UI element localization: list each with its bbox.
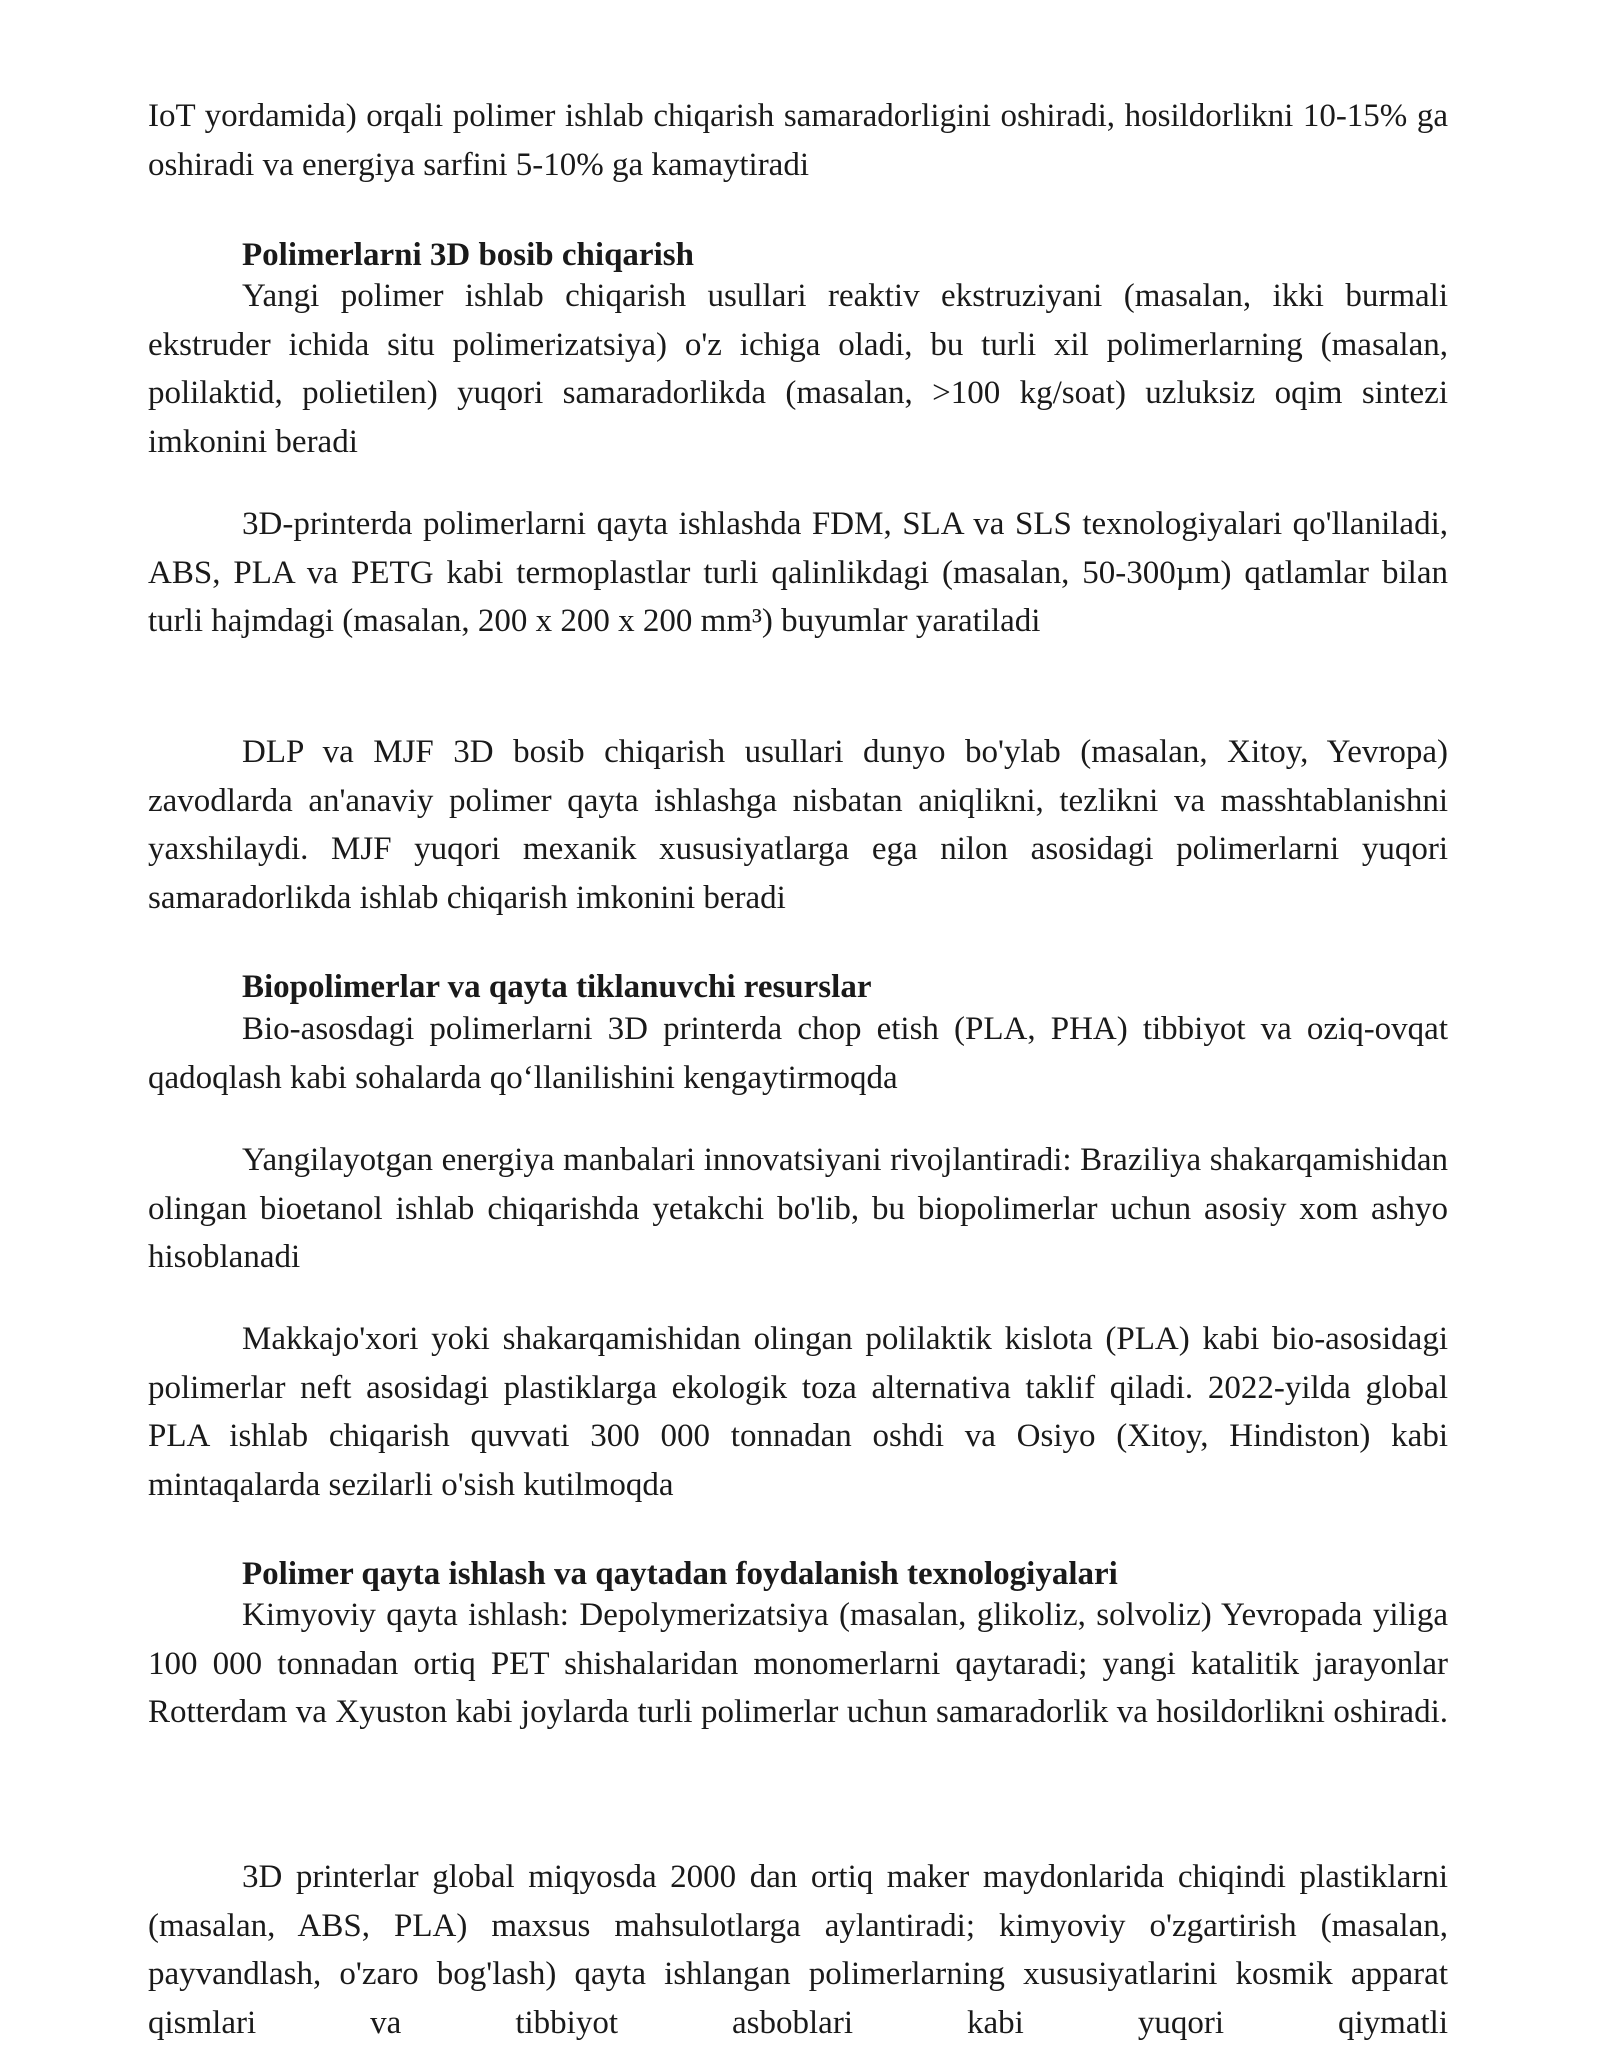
paragraph-chemical-recycling: Kimyoviy qayta ishlash: Depolymerizatsiya (masalan, glikoliz, solvoliz) Yevropada yiliga 100 000 tonnadan ortiq PET shishalaridan monomerlarni qaytaradi; yangi katalitik jarayonlar Rotterdam va Xyuston kabi joylarda turli polimerlar uchun samaradorlik va hosildorlikni oshiradi. [148, 1597, 1448, 1730]
paragraph-dlp-mjf: DLP va MJF 3D bosib chiqarish usullari dunyo bo'ylab (masalan, Xitoy, Yevropa) zavodlarda an'anaviy polimer qayta ishlashga nisbatan aniqlikni, tezlikni va masshtablanishni yaxshilaydi. MJF yuqori mexanik xususiyatlarga ega nilon asosidagi polimerlarni yuqori samaradorlikda ishlab chiqarish imkonini beradi [148, 734, 1448, 916]
paragraph-bio-based-3d-printing: Bio-asosdagi polimerlarni 3D printerda chop etish (PLA, PHA) tibbiyot va oziq-ovqat qadoqlash kabi sohalarda qo‘llanilishini kengaytirmoqda [148, 1011, 1448, 1096]
paragraph-3d-printer-technologies: 3D-printerda polimerlarni qayta ishlashda FDM, SLA va SLS texnologiyalari qo'llaniladi, ABS, PLA va PETG kabi termoplastlar turli qalinlikdagi (masalan, 50-300µm) qatlamlar bilan turli hajmdagi (masalan, 200 x 200 x 200 mm³) buyumlar yaratiladi [148, 506, 1448, 639]
paragraph-3d-printer-waste-plastics: 3D printerlar global miqyosda 2000 dan ortiq maker maydonlarida chiqindi plastiklarni (masalan, ABS, PLA) maxsus mahsulotlarga aylantiradi; kimyoviy o'zgartirish (masalan, payvandlash, o'zaro bog'lash) qayta ishlangan polimerlarning xususiyatlarini kosmik apparat qismlari va tibbiyot asboblari kabi yuqori qiymatli [148, 1859, 1448, 2041]
paragraph-iot-efficiency: IoT yordamida) orqali polimer ishlab chiqarish samaradorligini oshiradi, hosildorlikni 10-15% ga oshiradi va energiya sarfini 5-10% ga kamaytiradi [148, 98, 1448, 183]
heading-biopolymers: Biopolimerlar va qayta tiklanuvchi resurslar [242, 969, 872, 1005]
paragraph-renewable-energy: Yangilayotgan energiya manbalari innovatsiyani rivojlantiradi: Braziliya shakarqamishidan olingan bioetanol ishlab chiqarishda yetakchi bo'lib, bu biopolimerlar uchun asosiy xom ashyo hisoblanadi [148, 1142, 1448, 1275]
heading-polymer-3d-printing: Polimerlarni 3D bosib chiqarish [242, 237, 694, 273]
heading-polymer-recycling: Polimer qayta ishlash va qaytadan foydalanish texnologiyalari [242, 1556, 1118, 1592]
paragraph-pla-production: Makkajo'xori yoki shakarqamishidan olingan polilaktik kislota (PLA) kabi bio-asosidagi polimerlar neft asosidagi plastiklarga ekologik toza alternativa taklif qiladi. 2022-yilda global PLA ishlab chiqarish quvvati 300 000 tonnadan oshdi va Osiyo (Xitoy, Hindiston) kabi mintaqalarda sezilarli o'sish kutilmoqda [148, 1321, 1448, 1503]
paragraph-reactive-extrusion: Yangi polimer ishlab chiqarish usullari reaktiv ekstruziyani (masalan, ikki burmali ekstruder ichida situ polimerizatsiya) o'z ichiga oladi, bu turli xil polimerlarning (masalan, polilaktid, polietilen) yuqori samaradorlikda (masalan, >100 kg/soat) uzluksiz oqim sintezi imkonini beradi [148, 278, 1448, 460]
